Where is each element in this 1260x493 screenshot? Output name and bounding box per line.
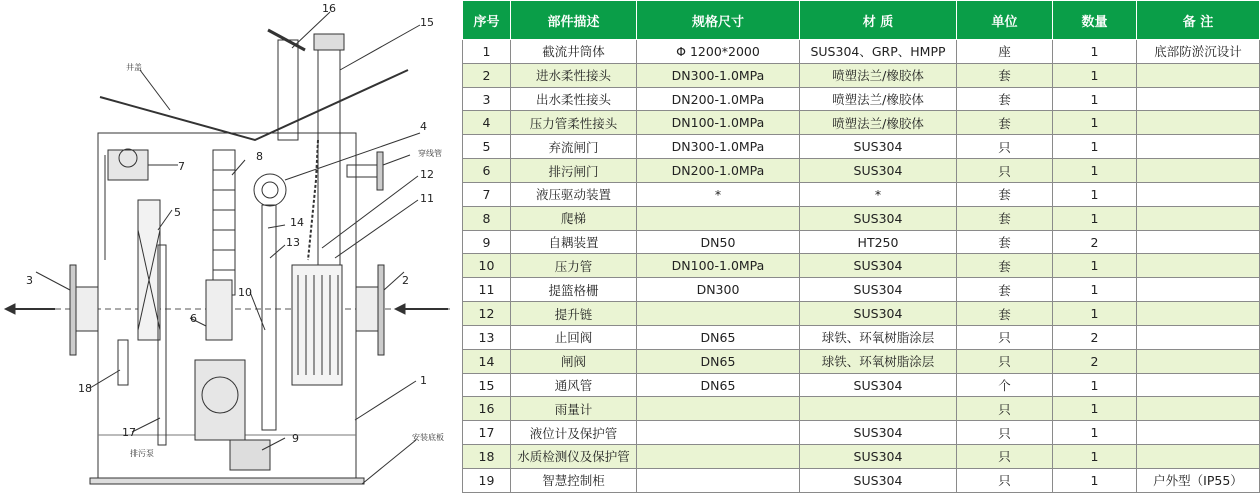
cell-material [800,397,957,421]
cell-quantity: 1 [1053,302,1137,326]
pressure-pipe [262,205,276,430]
callout-5: 5 [174,206,181,219]
cell-description: 出水柔性接头 [511,87,637,111]
note-sewage-pump: 排污泵 [130,449,154,458]
cell-remarks [1137,206,1260,230]
table-row [463,421,1260,445]
table-row [463,254,1260,278]
table-row [463,278,1260,302]
table-row [463,182,1260,206]
callout-10: 10 [238,286,252,299]
cell-unit: 套 [957,230,1053,254]
cell-spec: DN200-1.0MPa [637,159,800,183]
cell-material: 喷塑法兰/橡胶体 [800,63,957,87]
callout-12: 12 [420,168,434,181]
hydraulic-unit [108,150,148,180]
cell-index: 2 [463,63,511,87]
cell-unit: 只 [957,159,1053,183]
pressure-flange [254,174,286,206]
cell-quantity: 2 [1053,349,1137,373]
cell-index: 14 [463,349,511,373]
cell-index: 6 [463,159,511,183]
callout-13: 13 [286,236,300,249]
cell-spec: DN65 [637,349,800,373]
lift-chain [308,140,318,260]
cell-quantity: 1 [1053,254,1137,278]
cell-material: SUS304 [800,159,957,183]
cell-description: 压力管柔性接头 [511,111,637,135]
cell-unit: 套 [957,302,1053,326]
cell-spec [637,397,800,421]
cell-unit: 只 [957,325,1053,349]
callout-4: 4 [420,120,427,133]
cell-spec: DN300-1.0MPa [637,63,800,87]
header-spec: 规格尺寸 [637,1,800,40]
well-base-plate [90,478,364,484]
cell-remarks [1137,325,1260,349]
cell-remarks [1137,135,1260,159]
cell-index: 4 [463,111,511,135]
cell-description: 压力管 [511,254,637,278]
table-row [463,325,1260,349]
cell-material: SUS304、GRP、HMPP [800,40,957,64]
table-row [463,111,1260,135]
callout-17: 17 [122,426,136,439]
cell-unit: 套 [957,182,1053,206]
inlet-flange [356,287,378,331]
cell-index: 7 [463,182,511,206]
cell-material: SUS304 [800,254,957,278]
cell-quantity: 1 [1053,182,1137,206]
cell-remarks [1137,159,1260,183]
cell-material: SUS304 [800,302,957,326]
cell-unit: 座 [957,40,1053,64]
cell-index: 1 [463,40,511,64]
callout-8: 8 [256,150,263,163]
cell-unit: 只 [957,468,1053,492]
table-row [463,397,1260,421]
cell-remarks [1137,302,1260,326]
cell-index: 3 [463,87,511,111]
table-row [463,302,1260,326]
cell-quantity: 1 [1053,468,1137,492]
cell-remarks [1137,254,1260,278]
cell-spec: Φ 1200*2000 [637,40,800,64]
table-row [463,159,1260,183]
ladder [213,150,235,295]
cell-index: 16 [463,397,511,421]
cell-unit: 只 [957,445,1053,469]
cell-quantity: 1 [1053,111,1137,135]
cell-quantity: 2 [1053,325,1137,349]
table-row [463,349,1260,373]
cell-description: 爬梯 [511,206,637,230]
cell-remarks [1137,87,1260,111]
callout-2: 2 [402,274,409,287]
table-row [463,40,1260,64]
cell-quantity: 1 [1053,421,1137,445]
quality-probe [118,340,128,385]
header-material: 材 质 [800,1,957,40]
cell-description: 弃流闸门 [511,135,637,159]
cell-index: 12 [463,302,511,326]
cell-unit: 套 [957,206,1053,230]
cell-index: 15 [463,373,511,397]
cell-spec [637,421,800,445]
cell-index: 9 [463,230,511,254]
callout-9: 9 [292,432,299,445]
cell-description: 提篮格栅 [511,278,637,302]
cell-unit: 套 [957,87,1053,111]
cell-spec: DN50 [637,230,800,254]
well-cover [100,70,408,140]
cell-spec: DN65 [637,325,800,349]
cell-unit: 套 [957,111,1053,135]
cell-index: 13 [463,325,511,349]
callout-7: 7 [178,160,185,173]
header-quantity: 数量 [1053,1,1137,40]
cell-unit: 只 [957,349,1053,373]
cell-material: SUS304 [800,421,957,445]
cell-index: 19 [463,468,511,492]
cell-description: 液压驱动装置 [511,182,637,206]
diversion-gate [138,200,160,340]
cell-material: SUS304 [800,206,957,230]
cell-unit: 只 [957,421,1053,445]
cell-quantity: 2 [1053,230,1137,254]
cell-spec [637,468,800,492]
outlet-flange [76,287,98,331]
cell-description: 止回阀 [511,325,637,349]
cell-quantity: 1 [1053,159,1137,183]
cell-spec: DN65 [637,373,800,397]
cell-remarks [1137,230,1260,254]
cell-material: SUS304 [800,373,957,397]
callout-15: 15 [420,16,434,29]
cell-spec: DN200-1.0MPa [637,87,800,111]
header-index: 序号 [463,1,511,40]
callout-3: 3 [26,274,33,287]
cell-spec: DN100-1.0MPa [637,111,800,135]
cell-index: 11 [463,278,511,302]
cell-material: SUS304 [800,278,957,302]
basket-screen [292,265,342,385]
callout-16: 16 [322,2,336,15]
callout-11: 11 [420,192,434,205]
table-row [463,135,1260,159]
outlet-arrow [5,304,15,314]
cell-remarks: 底部防淤沉设计 [1137,40,1260,64]
cell-index: 8 [463,206,511,230]
table-row [463,230,1260,254]
well-drawing [0,0,462,493]
table-row [463,445,1260,469]
cell-spec: DN100-1.0MPa [637,254,800,278]
cell-material: SUS304 [800,468,957,492]
cell-index: 17 [463,421,511,445]
table-row [463,373,1260,397]
cell-material: 球铁、环氧树脂涂层 [800,349,957,373]
cell-remarks [1137,182,1260,206]
cell-unit: 套 [957,254,1053,278]
cell-description: 水质检测仪及保护管 [511,445,637,469]
cell-unit: 套 [957,63,1053,87]
vent-pipe [318,48,340,283]
table-row [463,468,1260,492]
callout-6: 6 [190,312,197,325]
cell-quantity: 1 [1053,278,1137,302]
parts-table [462,0,1260,493]
cell-description: 排污闸门 [511,159,637,183]
cell-material: 喷塑法兰/橡胶体 [800,111,957,135]
cell-quantity: 1 [1053,63,1137,87]
cell-remarks [1137,397,1260,421]
cell-index: 5 [463,135,511,159]
cell-spec [637,302,800,326]
cell-spec [637,206,800,230]
cell-index: 18 [463,445,511,469]
cell-description: 进水柔性接头 [511,63,637,87]
cell-description: 自耦装置 [511,230,637,254]
header-description: 部件描述 [511,1,637,40]
cell-remarks [1137,349,1260,373]
cell-quantity: 1 [1053,40,1137,64]
cell-material: 喷塑法兰/橡胶体 [800,87,957,111]
cell-description: 雨量计 [511,397,637,421]
cell-unit: 套 [957,278,1053,302]
inlet-arrow [395,304,405,314]
callout-1: 1 [420,374,427,387]
cell-quantity: 1 [1053,135,1137,159]
table-header-row [463,1,1260,40]
cell-material: 球铁、环氧树脂涂层 [800,325,957,349]
table-row [463,63,1260,87]
sewage-gate [206,280,232,340]
cell-remarks [1137,373,1260,397]
cell-unit: 个 [957,373,1053,397]
cell-remarks [1137,111,1260,135]
header-remarks: 备 注 [1137,1,1260,40]
cell-remarks: 户外型（IP55） [1137,468,1260,492]
cell-remarks [1137,278,1260,302]
cell-description: 截流井筒体 [511,40,637,64]
cell-description: 智慧控制柜 [511,468,637,492]
cell-description: 通风管 [511,373,637,397]
cell-quantity: 1 [1053,397,1137,421]
header-unit: 单位 [957,1,1053,40]
cell-material: * [800,182,957,206]
cell-material: SUS304 [800,135,957,159]
table-row [463,87,1260,111]
note-install-base: 安装底板 [412,433,444,442]
cell-spec [637,445,800,469]
cell-spec: * [637,182,800,206]
cell-material: HT250 [800,230,957,254]
cell-quantity: 1 [1053,445,1137,469]
cell-description: 闸阀 [511,349,637,373]
cell-unit: 只 [957,397,1053,421]
cell-material: SUS304 [800,445,957,469]
cell-remarks [1137,445,1260,469]
cell-remarks [1137,63,1260,87]
cell-quantity: 1 [1053,87,1137,111]
cell-spec: DN300-1.0MPa [637,135,800,159]
cell-spec: DN300 [637,278,800,302]
cell-quantity: 1 [1053,373,1137,397]
cell-quantity: 1 [1053,206,1137,230]
note-well-cover: 井盖 [126,63,142,72]
cell-description: 液位计及保护管 [511,421,637,445]
table-row [463,206,1260,230]
cell-unit: 只 [957,135,1053,159]
callout-18: 18 [78,382,92,395]
callout-14: 14 [290,216,304,229]
note-wire-pipe: 穿线管 [418,149,442,158]
cell-description: 提升链 [511,302,637,326]
cell-remarks [1137,421,1260,445]
cell-index: 10 [463,254,511,278]
